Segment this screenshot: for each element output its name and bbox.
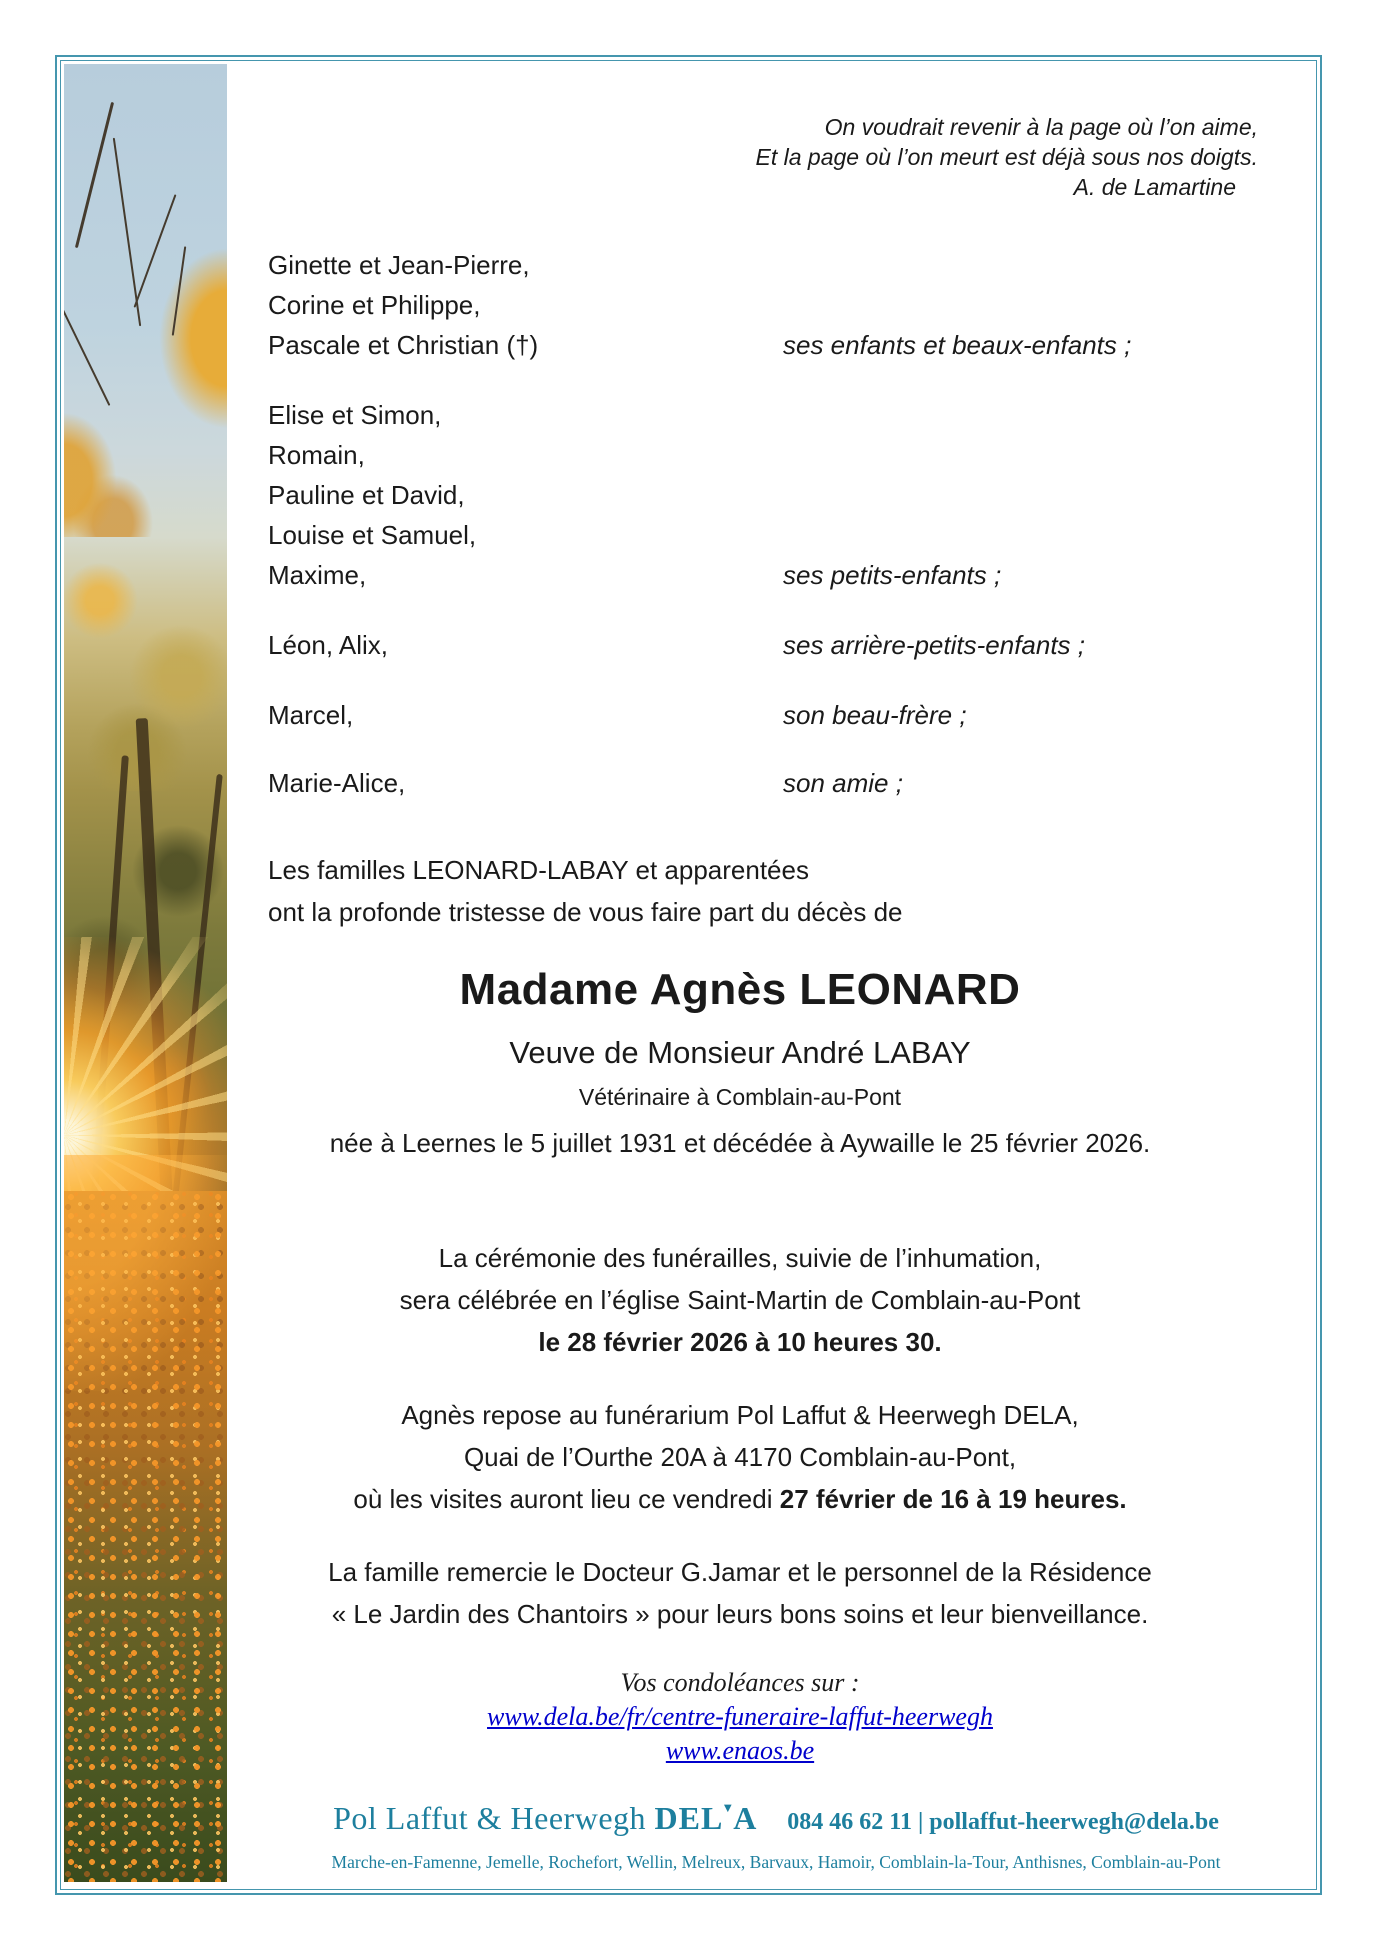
deceased-name-title: Madame Agnès LEONARD	[459, 965, 1021, 1014]
condolences-label: Vos condoléances sur :	[620, 1668, 860, 1697]
condolences-link1-row	[240, 1702, 1240, 1732]
family-name: Romain,	[268, 440, 365, 470]
family-name: Pascale et Christian (†)	[268, 330, 539, 360]
deceased-profession: Vétérinaire à Comblain-au-Pont	[578, 1084, 902, 1110]
ceremony-line: La cérémonie des funérailles, suivie de l’inhumation,	[438, 1243, 1042, 1273]
ceremony-datetime: le 28 février 2026 à 10 heures 30.	[538, 1327, 942, 1357]
ceremony-line: sera célébrée en l’église Saint-Martin de Comblain-au-Pont	[399, 1285, 1081, 1315]
quote-attribution: A. de Lamartine	[1073, 174, 1236, 200]
autumn-photo	[64, 64, 227, 1882]
dela-condolences-link[interactable]: www.dela.be/fr/centre-funeraire-laffut-heerwegh	[487, 1702, 993, 1731]
separator: |	[917, 1809, 924, 1835]
enaos-link[interactable]: www.enaos.be	[665, 1736, 815, 1765]
photo-sky	[64, 64, 227, 537]
family-name: Léon, Alix,	[268, 630, 388, 660]
brand-name: Pol Laffut & Heerwegh	[333, 1800, 647, 1836]
family-relation: ses arrière-petits-enfants ;	[783, 630, 1086, 660]
thanks-line: « Le Jardin des Chantoirs » pour leurs bons soins et leur bienveillance.	[331, 1599, 1149, 1629]
family-relation: son amie ;	[783, 768, 903, 798]
family-name: Corine et Philippe,	[268, 290, 481, 320]
condolences-link2-row	[240, 1736, 1240, 1766]
announcement-intro-line: Les familles LEONARD-LABAY et apparentées	[268, 855, 809, 885]
family-name: Pauline et David,	[268, 480, 465, 510]
phone-number: 084 46 62 11	[787, 1809, 912, 1835]
funeral-home-contact	[787, 1809, 1219, 1836]
deceased-subtitle: Veuve de Monsieur André LABAY	[509, 1035, 971, 1070]
quote-line: Et la page où l’on meurt est déjà sous nos doigts.	[755, 144, 1258, 170]
repose-address: Quai de l’Ourthe 20A à 4170 Comblain-au-Pont,	[463, 1442, 1017, 1472]
opening-quote	[756, 112, 1258, 202]
family-relation: ses enfants et beaux-enfants ;	[783, 330, 1132, 360]
announcement-intro-line: ont la profonde tristesse de vous faire part du décès de	[268, 897, 903, 927]
family-name: Maxime,	[268, 560, 367, 590]
funeral-home-banner	[230, 1800, 1322, 1837]
dela-text: DEL	[654, 1800, 724, 1836]
family-name: Ginette et Jean-Pierre,	[268, 250, 530, 280]
thanks-line: La famille remercie le Docteur G.Jamar et le personnel de la Résidence	[328, 1557, 1152, 1587]
quote-line: On voudrait revenir à la page où l’on aime,	[824, 114, 1258, 140]
funeral-home-brand	[333, 1800, 757, 1837]
visits-line	[240, 1484, 1240, 1515]
deceased-life-dates: née à Leernes le 5 juillet 1931 et décédée à Aywaille le 25 février 2026.	[329, 1128, 1151, 1158]
email-address: pollaffut-heerwegh@dela.be	[929, 1809, 1219, 1835]
dela-triangle-icon: ▼	[721, 1800, 736, 1815]
family-name: Marcel,	[268, 700, 354, 730]
family-name: Marie-Alice,	[268, 768, 406, 798]
sunlight-spill	[64, 1155, 227, 1391]
family-name: Louise et Samuel,	[268, 520, 477, 550]
funeral-home-locations: Marche-en-Famenne, Jemelle, Rochefort, Wellin, Melreux, Barvaux, Hamoir, Comblain-la-Tour, Anthisnes, Comblain-au-Pont	[331, 1852, 1221, 1872]
family-relation: son beau-frère ;	[783, 700, 967, 730]
family-relation: ses petits-enfants ;	[783, 560, 1002, 590]
visits-text: où les visites auront lieu ce vendredi	[353, 1484, 780, 1514]
dela-logo	[655, 1800, 758, 1836]
dela-text: A	[733, 1800, 758, 1836]
family-name: Elise et Simon,	[268, 400, 442, 430]
repose-line: Agnès repose au funérarium Pol Laffut & Heerwegh DELA,	[401, 1400, 1079, 1430]
visits-datetime: 27 février de 16 à 19 heures.	[779, 1484, 1127, 1514]
